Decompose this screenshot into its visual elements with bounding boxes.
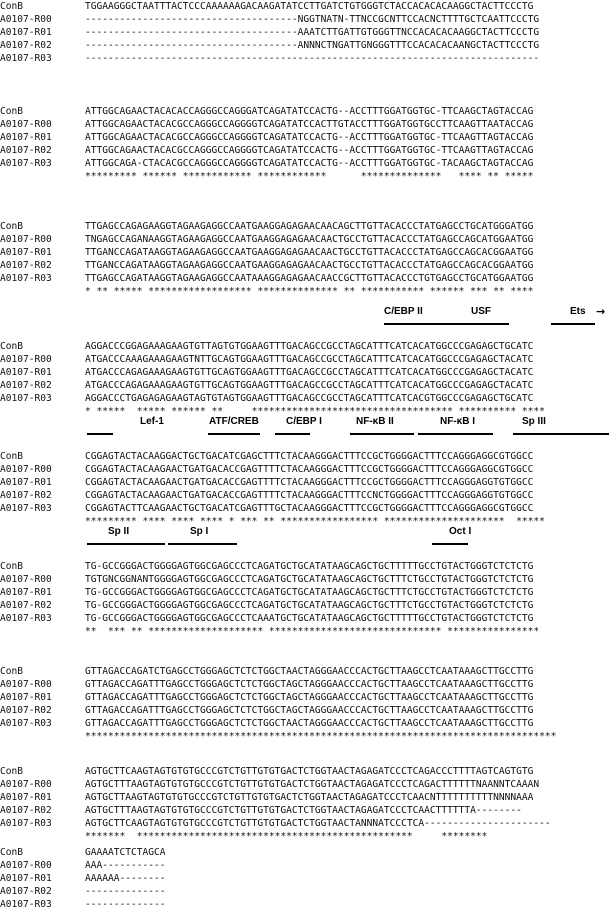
sequence-name: A0107-R00: [0, 354, 52, 365]
binding-site-label: Sp III: [522, 416, 546, 427]
sequence-text: -------------------------------------ANNNCTNGATTGNGGGTTTCCACACACAANGCTACTTCCCTG: [85, 40, 540, 51]
sequence-name: A0107-R00: [0, 464, 52, 475]
binding-site-label: USF: [471, 306, 491, 317]
sequence-name: A0107-R02: [0, 886, 52, 897]
sequence-name: A0107-R02: [0, 40, 52, 51]
sequence-name: A0107-R03: [0, 53, 52, 64]
binding-site-annotations: [0, 416, 609, 446]
sequence-text: TTGANCCAGATAAGGTAGAAGAGGCCAATGAAGGAGAGAACAACTGCCTGTTACACCCTATGAGCCAGCACGGAATGG: [85, 247, 534, 258]
sequence-text: ATGACCCAGAGAAAGAAGTGTTGCAGTGGAAGTTTGACAGCCGCCTAGCATTTCATCACATGGCCCGAGAGCTACATC: [85, 380, 534, 391]
binding-site-label: ATF/CREB: [209, 416, 259, 427]
sequence-text: -------------------------------------AAATCTTGATTGTGGGTTNCCACACACAAGGCTACTTCCCTG: [85, 27, 540, 38]
sequence-name: A0107-R02: [0, 490, 52, 501]
sequence-name: A0107-R01: [0, 367, 52, 378]
sequence-text: AGGACCCGGAGAAAGAAGTGTTAGTGTGGAAGTTTGACAGCCGCCTAGCATTTCATCACATGGCCCGAGAGCTGCATC: [85, 341, 534, 352]
sequence-text: TG-GCCGGGACTGGGGAGTGGCGAGCCCTCAAATGCTGCATATAAGCAGCTGCTTTTTGCCTGTACTGGGTCTCTCTG: [85, 613, 534, 624]
sequence-name: A0107-R00: [0, 119, 52, 130]
sequence-text: TTGAGCCAGAGAAGGTAGAAGAGGCCAATGAAGGAGAGAACAACAGCTTGTTACACCCTATGAGCCTGCATGGGATGG: [85, 221, 534, 232]
sequence-name: A0107-R03: [0, 503, 52, 514]
sequence-text: ATGACCCAAAGAAAGAAGTNTTGCAGTGGAAGTTTGACAGCCGCCTAGCATTTCATCACATGGCCCGAGAGCTACATC: [85, 354, 534, 365]
sequence-name: A0107-R00: [0, 860, 52, 871]
sequence-text: GTTAGACCAGATCTGAGCCTGGGAGCTCTCTGGCTAACTAGGGAACCCACTGCTTAAGCCTCAATAAAGCTTGCCTTG: [85, 666, 534, 677]
sequence-name: A0107-R02: [0, 705, 52, 716]
sequence-text: -------------------------------------NGGTNATN-TTNCCGCNTTCCACNCTTTTGCTCAATTCCCTG: [85, 14, 540, 25]
sequence-name: A0107-R02: [0, 600, 52, 611]
binding-site-label: Lef-1: [140, 416, 164, 427]
sequence-name: ConB: [0, 766, 23, 777]
sequence-name: ConB: [0, 221, 23, 232]
sequence-text: AAA-----------: [85, 860, 166, 871]
sequence-text: GTTAGACCAGATTTGAGCCTGGGAGCTCTCTGGCTAACTAGGGAACCCACTGCTTAAGCCTCAATAAAGCTTGCCTTG: [85, 718, 534, 729]
sequence-text: CGGAGTACTACAAGAACTGATGACACCGAGTTTTCTACAAGGGACTTTCCGCTGGGGACTTTCCAGGGAGGCGTGGCC: [85, 464, 534, 475]
binding-site-bar: [87, 433, 113, 435]
binding-site-bar: [551, 323, 595, 325]
sequence-name: ConB: [0, 847, 23, 858]
sequence-name: A0107-R03: [0, 899, 52, 910]
sequence-text: ATTGGCAGAACTACACGCCAGGGCCAGGGGTCAGATATCCACTTGTACCTTTGGATGGTGCCTTCAAGTTAATACCAG: [85, 119, 534, 130]
sequence-name: ConB: [0, 666, 23, 677]
binding-site-bar: [208, 433, 260, 435]
sequence-name: A0107-R00: [0, 574, 52, 585]
consensus-stars: ******* ************************************************ ********: [85, 831, 488, 842]
sequence-name: A0107-R02: [0, 380, 52, 391]
sequence-name: A0107-R01: [0, 692, 52, 703]
sequence-text: CGGAGTACTACAAGGACTGCTGACATCGAGCTTTCTACAAGGGACTTTCCGCTGGGGACTTTCCAGGGAGGCGTGGCC: [85, 451, 534, 462]
sequence-name: A0107-R00: [0, 779, 52, 790]
sequence-text: CGGAGTACTTCAAGAACTGCTGACATCGAGTTTGCTACAAGGGACTTTCCGCTGGGGACTTTCCAGGGAGGCGTGGCC: [85, 503, 534, 514]
sequence-name: A0107-R00: [0, 234, 52, 245]
binding-site-label: C/EBP II: [384, 306, 423, 317]
sequence-name: ConB: [0, 561, 23, 572]
consensus-stars: **********************************************************************************: [85, 731, 557, 742]
binding-site-label: NF-κB I: [440, 416, 476, 427]
sequence-text: --------------: [85, 886, 166, 897]
consensus-stars: * ** ***** ****************** ************** ** *********** ****** *** ** ****: [85, 286, 534, 297]
sequence-name: A0107-R01: [0, 587, 52, 598]
sequence-name: A0107-R00: [0, 14, 52, 25]
sequence-name: A0107-R02: [0, 145, 52, 156]
sequence-text: AAAAAA--------: [85, 873, 166, 884]
right-arrow-icon: →: [596, 305, 606, 318]
sequence-text: AGTGCTTAAGTAGTGTGTGCCCGTCTGTTGTGTGACTCTGGTAACTAGAGATCCCTCAACNTTTTTTTTTTNNNNAAA: [85, 792, 534, 803]
sequence-name: ConB: [0, 341, 23, 352]
binding-site-bar: [168, 543, 237, 545]
binding-site-bar: [87, 543, 165, 545]
binding-site-label: Oct I: [449, 526, 472, 537]
binding-site-label: Ets: [570, 306, 586, 317]
sequence-text: AGGACCCTGAGAGAGAAGTAGTGTAGTGGAAGTTTGACAGCCGCCTAGCATTTCATCACGTGGCCCGAGAGCTGCATC: [85, 393, 534, 404]
sequence-text: --------------: [85, 899, 166, 910]
sequence-text: ATTGGCAGA-CTACACGCCAGGGCCAGGGGTCAGATATCCACTG--ACCTTTGGATGGTGC-TACAAGCTAGTACCAG: [85, 158, 534, 169]
consensus-stars: ********* ****** ************ ************ ************** **** ** *****: [85, 171, 534, 182]
binding-site-label: Sp I: [190, 526, 209, 537]
sequence-text: TG-GCCGGGACTGGGGAGTGGCGAGCCCTCAGATGCTGCATATAAGCAGCTGCTTTCTGCCTGTACTGGGTCTCTCTG: [85, 587, 534, 598]
sequence-text: GAAAATCTCTAGCA: [85, 847, 166, 858]
binding-site-label: C/EBP I: [286, 416, 322, 427]
binding-site-bar: [432, 543, 468, 545]
sequence-text: CGGAGTACTACAAGAACTGATGACACCGAGTTTTCTACAAGGGACTTTCCGCTGGGGACTTTCCAGGGAGGTGTGGCC: [85, 477, 534, 488]
binding-site-label: NF-κB II: [356, 416, 394, 427]
sequence-text: TNGAGCCAGANAAGGTAGAAGAGGCCAATGAAGGAGAGAACAACTGCCTGTTACACCCTATGAGCCAGCATGGAATGG: [85, 234, 534, 245]
sequence-name: A0107-R03: [0, 158, 52, 169]
sequence-name: ConB: [0, 451, 23, 462]
consensus-stars: ********* **** **** **** * *** ** ***************** ********************* *****: [85, 516, 545, 527]
binding-site-bar: [418, 433, 493, 435]
consensus-stars: * ***** ***** ****** ** *********************************** ********** ****: [85, 406, 545, 417]
binding-site-annotations: [0, 306, 609, 336]
sequence-name: A0107-R01: [0, 792, 52, 803]
sequence-text: TG-GCCGGGACTGGGGAGTGGCGAGCCCTCAGATGCTGCATATAAGCAGCTGCTTTTTGCCTGTACTGGGTCTCTCTG: [85, 561, 534, 572]
sequence-text: -------------------------------------------------------------------------------: [85, 53, 540, 64]
sequence-name: A0107-R01: [0, 27, 52, 38]
sequence-text: GTTAGACCAGATTTGAGCCTGGGAGCTCTCTGGCTAGCTAGGGAACCCACTGCTTAAGCCTCAATAAAGCTTGCCTTG: [85, 692, 534, 703]
sequence-text: ATTGGCAGAACTACACGCCAGGGCCAGGGGTCAGATATCCACTG--ACCTTTGGATGGTGC-TTCAAGTTAGTACCAG: [85, 132, 534, 143]
binding-site-label: Sp II: [108, 526, 130, 537]
sequence-text: GTTAGACCAGATTTGAGCCTGGGAGCTCTCTGGCTAGCTAGGGAACCCACTGCTTAAGCCTCAATAAAGCTTGCCTTG: [85, 679, 534, 690]
sequence-name: A0107-R02: [0, 260, 52, 271]
sequence-text: TG-GCCGGGACTGGGGAGTGGCGAGCCCTCAGATGCTGCATATAAGCAGCTGCTTTCTGCCTGTACTGGGTCTCTCTG: [85, 600, 534, 611]
sequence-name: A0107-R03: [0, 273, 52, 284]
sequence-name: ConB: [0, 106, 23, 117]
sequence-text: ATGACCCAGAGAAAGAAGTGTTGCAGTGGAAGTTTGACAGCCGCCTAGCATTTCATCACATGGCCCGAGAGCTACATC: [85, 367, 534, 378]
consensus-stars: ** *** ** ******************** ****************************** ****************: [85, 626, 540, 637]
sequence-text: CGGAGTACTACAAGAACTGATGACACCGAGTTTTCTACAAGGGACTTTCCNCTGGGGACTTTCCAGGGAGGTGTGGCC: [85, 490, 534, 501]
sequence-name: A0107-R03: [0, 818, 52, 829]
binding-site-annotations: [0, 526, 609, 556]
sequence-text: AGTGCTTCAAGTAGTGTGTGCCCGTCTGTTGTGTGACTCTGGTAACTANNNATCCCTCA----------------------: [85, 818, 551, 829]
sequence-name: ConB: [0, 1, 23, 12]
sequence-name: A0107-R03: [0, 393, 52, 404]
sequence-name: A0107-R02: [0, 805, 52, 816]
sequence-name: A0107-R03: [0, 613, 52, 624]
sequence-text: TTGAGCCAGATAAGGTAGAAGAGGCCAATAAAGGAGAGAACAACCGCTTGTTACACCCTGTGAGCCTGCATGGAATGG: [85, 273, 534, 284]
sequence-name: A0107-R03: [0, 718, 52, 729]
sequence-name: A0107-R01: [0, 247, 52, 258]
binding-site-bar: [461, 323, 509, 325]
sequence-text: TGTGNCGGNANTGGGGAGTGGCGAGCCCTCAGATGCTGCATATAAGCAGCTGCTTTCTGCCTGTACTGGGTCTCTCTG: [85, 574, 534, 585]
sequence-text: AGTGCTTTAAGTAGTGTGTGCCCGTCTGTTGTGTGACTCTGGTAACTAGAGATCCCTCAGACTTTTTTNAANNTCAAAN: [85, 779, 540, 790]
binding-site-bar: [350, 433, 414, 435]
sequence-text: ATTGGCAGAACTACACACCAGGGCCAGGGATCAGATATCCACTG--ACCTTTGGATGGTGC-TTCAAGCTAGTACCAG: [85, 106, 534, 117]
sequence-text: GTTAGACCAGATTTGAGCCTGGGAGCTCTCTGGCTAGCTAGGGAACCCACTGCTTAAGCCTCAATAAAGCTTGCCTTG: [85, 705, 534, 716]
sequence-text: AGTGCTTTAAGTAGTGTGTGCCCGTCTGTTGTGTGACTCTGGTAACTAGAGATCCCTCAACTTTTTTA--------: [85, 805, 522, 816]
sequence-name: A0107-R01: [0, 132, 52, 143]
sequence-name: A0107-R01: [0, 873, 52, 884]
binding-site-bar: [513, 433, 609, 435]
sequence-text: TTGANCCAGATAAGGTAGAAGAGGCCAATGAAGGAGAGAACAACTGCCTGTTACACCCTATGAGCCAGCACGGAATGG: [85, 260, 534, 271]
sequence-text: ATTGGCAGAACTACACGCCAGGGCCAGGGGTCAGATATCCACTG--ACCTTTGGATGGTGC-TTCAAGTTAGTACCAG: [85, 145, 534, 156]
sequence-text: AGTGCTTCAAGTAGTGTGTGCCCGTCTGTTGTGTGACTCTGGTAACTAGAGATCCCTCAGACCCTTTTAGTCAGTGTG: [85, 766, 534, 777]
sequence-name: A0107-R01: [0, 477, 52, 488]
binding-site-bar: [384, 323, 468, 325]
sequence-name: A0107-R00: [0, 679, 52, 690]
binding-site-bar: [275, 433, 310, 435]
sequence-text: TGGAAGGGCTAATTTACTCCCAAAAAAGACAAGATATCCTTGATCTGTGGGTCTACCACACACAAGGCTACTTCCCTG: [85, 1, 534, 12]
